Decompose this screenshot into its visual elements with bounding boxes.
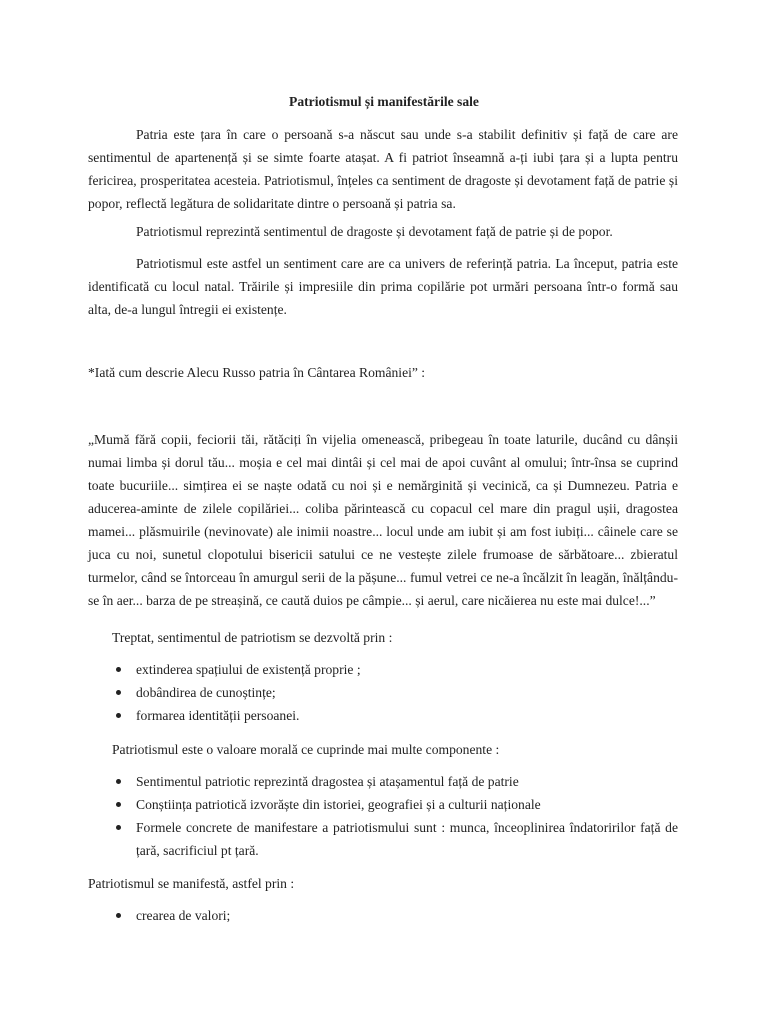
- components-intro: Patriotismul este o valoare morală ce cuprinde mai multe componente :: [112, 742, 500, 757]
- list-item: Formele concrete de manifestare a patriotismului sunt : munca, înceoplinirea îndatoririlor față de țară, sacrificiul pt țară.: [112, 816, 678, 862]
- paragraph-definition: Patria este țara în care o persoană s-a născut sau unde s-a stabilit definitiv și față de care are sentimentul de apartenență și se simte foarte atașat. A fi patriot înseamnă a-ți iubi țara și a lupta pentru fericirea, prosperitatea acesteia. Patriotismul, înțeles ca sentiment de dragoste și devotament față de patrie și popor, reflectă legătura de solidaritate dintre o persoană și patria sa.: [88, 127, 678, 211]
- list-item: crearea de valori;: [112, 904, 678, 927]
- bullet-icon: [116, 825, 121, 830]
- bullet-icon: [116, 690, 121, 695]
- list-item: extinderea spațiului de existență proprie ;: [112, 658, 678, 681]
- bullet-icon: [116, 802, 121, 807]
- bullet-icon: [116, 913, 121, 918]
- document-title: Patriotismul și manifestările sale: [289, 94, 479, 109]
- bullet-icon: [116, 779, 121, 784]
- paragraph-universe: Patriotismul este astfel un sentiment care are ca univers de referință patria. La început, patria este identificată cu locul natal. Trăirile și impresiile din prima copilărie pot urmări persoana într-o formă sau alta, de-a lungul întregii ei existențe.: [88, 256, 678, 317]
- list-item: Conștiința patriotică izvorăște din istoriei, geografiei și a culturii naționale: [112, 793, 678, 816]
- list-item: formarea identității persoanei.: [112, 704, 678, 727]
- development-list: [112, 658, 678, 727]
- components-list: [112, 770, 678, 862]
- bullet-icon: [116, 713, 121, 718]
- list-item: Sentimentul patriotic reprezintă dragostea și atașamentul față de patrie: [112, 770, 678, 793]
- development-intro: Treptat, sentimentul de patriotism se dezvoltă prin :: [112, 630, 393, 645]
- bullet-icon: [116, 667, 121, 672]
- quote-intro: *Iată cum descrie Alecu Russo patria în Cântarea României” :: [88, 365, 426, 380]
- manifest-list: [112, 904, 678, 927]
- manifest-intro: Patriotismul se manifestă, astfel prin :: [88, 876, 295, 891]
- list-item: dobândirea de cunoștințe;: [112, 681, 678, 704]
- paragraph-patriotism-meaning: Patriotismul reprezintă sentimentul de dragoste și devotament față de patrie și de popor.: [136, 224, 613, 239]
- alecu-russo-quote: „Mumă fără copii, feciorii tăi, rătăciți în vijelia omenească, pribegeau în toate laturile, ducând cu dânșii numai limba și dorul tău... moșia e cel mai dintâi și cel mai de apoi cuvânt al omului; într-însa se cuprind toate bucuriile... simțirea ei se naște odată cu noi și e nemărginită și vecinică, ca și Dumnezeu. Patria e aducerea-aminte de zilele copilăriei... coliba părintească cu copacul cel mare din pragul ușii, dragostea mamei... plăsmuirile (nevinovate) ale inimii noastre... locul unde am iubit și am fost iubiți... câinele care se juca cu noi, sunetul clopotului bisericii satului ce ne vestește zilele frumoase de sărbătoare... zbieratul turmelor, când se întorceau în amurgul serii de la pășune... fumul vetrei ce ne-a încălzit în leagăn, înălțându-se în aer... barza de pe streașină, ce caută duios pe câmpie... și aerul, care nicăierea nu este mai dulce!...”: [88, 432, 678, 608]
